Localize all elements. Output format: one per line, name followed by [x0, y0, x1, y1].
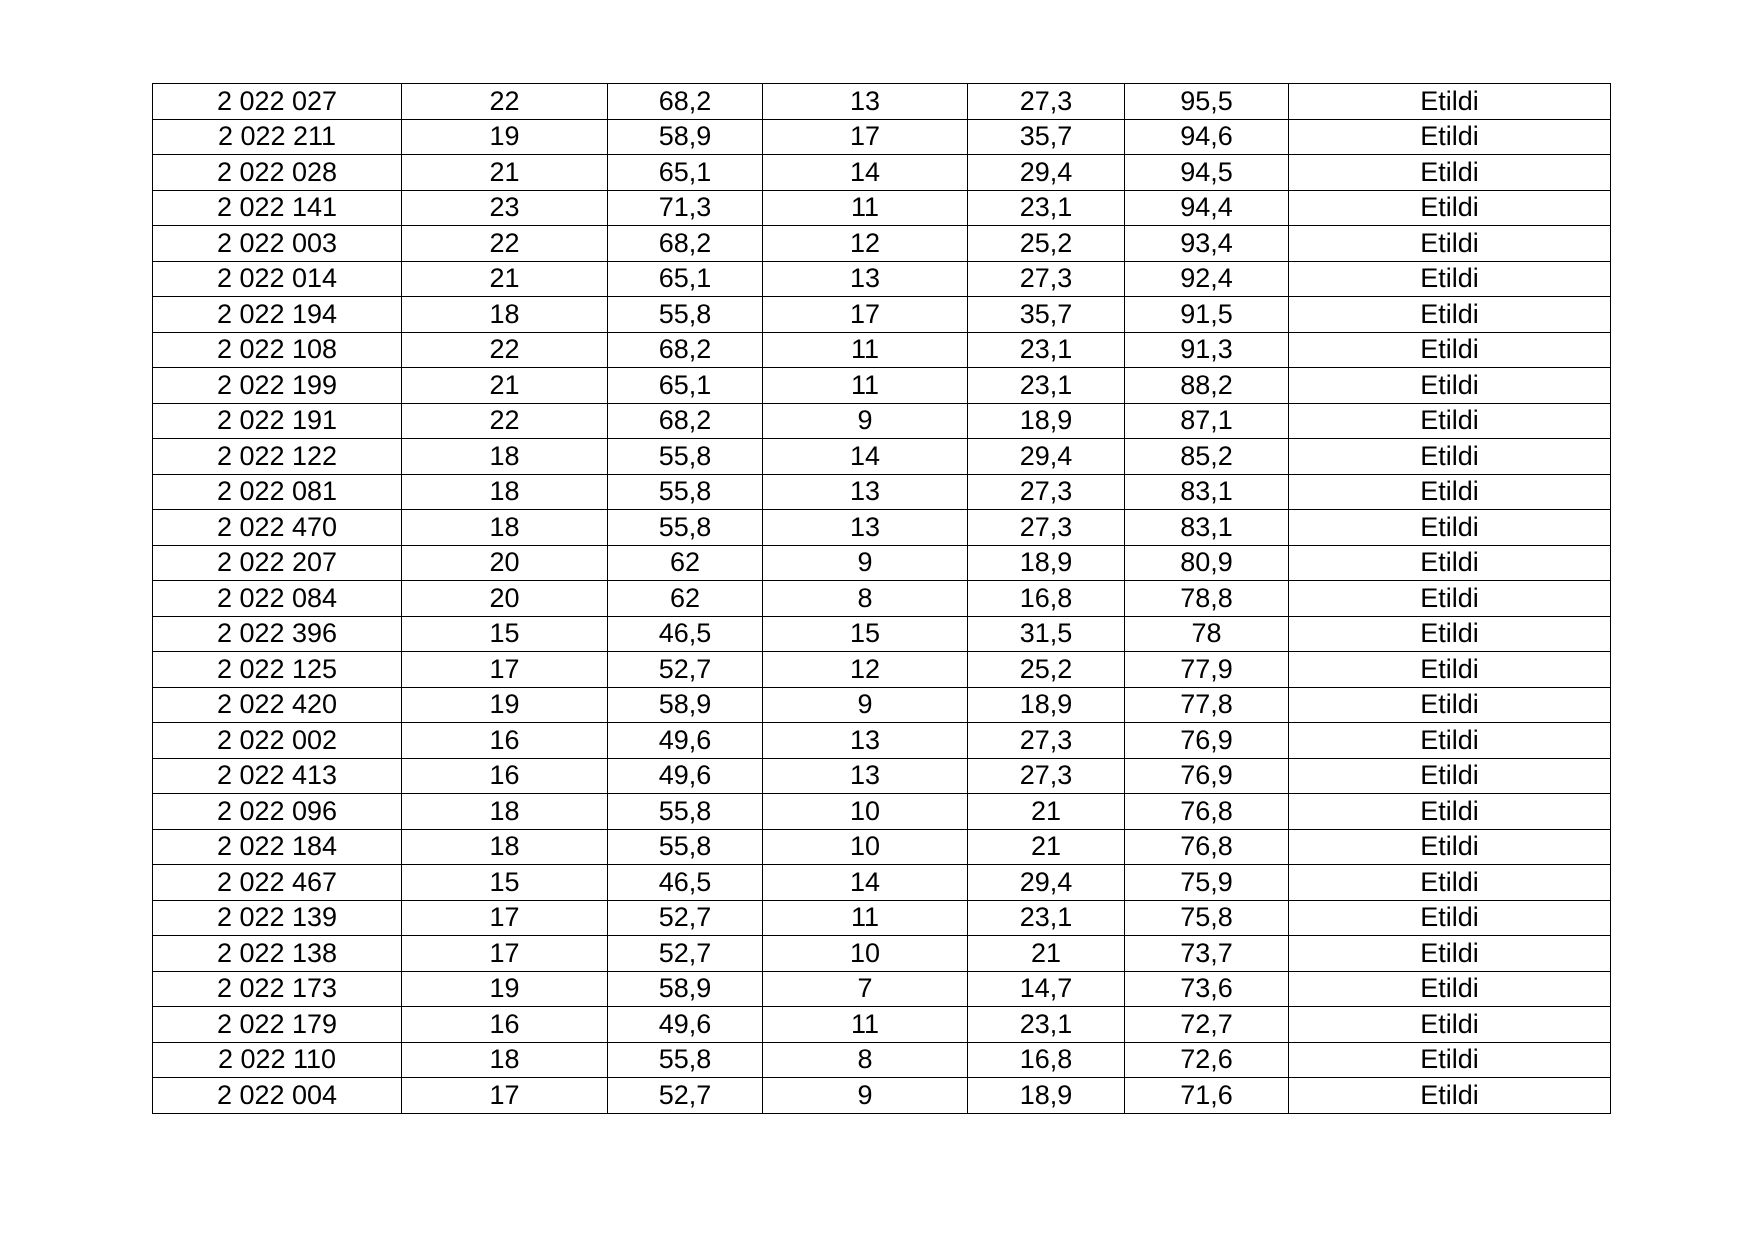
total-cell: 72,6 — [1125, 1042, 1289, 1078]
score-a-cell: 18 — [402, 474, 608, 510]
status-cell: Etildi — [1289, 616, 1611, 652]
percent-b-cell: 27,3 — [968, 723, 1125, 759]
score-a-cell: 16 — [402, 723, 608, 759]
percent-b-cell: 29,4 — [968, 155, 1125, 191]
status-cell: Etildi — [1289, 84, 1611, 120]
score-a-cell: 17 — [402, 652, 608, 688]
score-b-cell: 12 — [763, 652, 968, 688]
percent-a-cell: 49,6 — [608, 1007, 763, 1043]
id-cell: 2 022 207 — [153, 545, 402, 581]
table-row — [153, 403, 1611, 439]
status-cell: Etildi — [1289, 510, 1611, 546]
table-row — [153, 297, 1611, 333]
status-cell: Etildi — [1289, 687, 1611, 723]
status-cell: Etildi — [1289, 297, 1611, 333]
score-a-cell: 21 — [402, 368, 608, 404]
percent-b-cell: 16,8 — [968, 1042, 1125, 1078]
total-cell: 76,8 — [1125, 829, 1289, 865]
status-cell: Etildi — [1289, 226, 1611, 262]
total-cell: 83,1 — [1125, 510, 1289, 546]
total-cell: 76,8 — [1125, 794, 1289, 830]
percent-b-cell: 29,4 — [968, 439, 1125, 475]
percent-b-cell: 35,7 — [968, 119, 1125, 155]
id-cell: 2 022 003 — [153, 226, 402, 262]
id-cell: 2 022 467 — [153, 865, 402, 901]
percent-a-cell: 55,8 — [608, 510, 763, 546]
percent-b-cell: 29,4 — [968, 865, 1125, 901]
table-row — [153, 829, 1611, 865]
score-a-cell: 18 — [402, 1042, 608, 1078]
percent-a-cell: 68,2 — [608, 403, 763, 439]
status-cell: Etildi — [1289, 368, 1611, 404]
id-cell: 2 022 084 — [153, 581, 402, 617]
score-b-cell: 13 — [763, 261, 968, 297]
total-cell: 91,5 — [1125, 297, 1289, 333]
score-a-cell: 20 — [402, 581, 608, 617]
score-b-cell: 13 — [763, 723, 968, 759]
percent-a-cell: 55,8 — [608, 474, 763, 510]
id-cell: 2 022 194 — [153, 297, 402, 333]
table-row — [153, 936, 1611, 972]
score-b-cell: 10 — [763, 936, 968, 972]
id-cell: 2 022 125 — [153, 652, 402, 688]
percent-a-cell: 71,3 — [608, 190, 763, 226]
percent-a-cell: 62 — [608, 545, 763, 581]
score-b-cell: 7 — [763, 971, 968, 1007]
score-a-cell: 23 — [402, 190, 608, 226]
total-cell: 88,2 — [1125, 368, 1289, 404]
percent-b-cell: 31,5 — [968, 616, 1125, 652]
status-cell: Etildi — [1289, 652, 1611, 688]
score-b-cell: 11 — [763, 190, 968, 226]
score-a-cell: 21 — [402, 155, 608, 191]
score-a-cell: 18 — [402, 829, 608, 865]
score-a-cell: 20 — [402, 545, 608, 581]
table-row — [153, 581, 1611, 617]
status-cell: Etildi — [1289, 1078, 1611, 1114]
total-cell: 71,6 — [1125, 1078, 1289, 1114]
table-row — [153, 1078, 1611, 1114]
score-a-cell: 18 — [402, 510, 608, 546]
percent-a-cell: 52,7 — [608, 652, 763, 688]
percent-a-cell: 52,7 — [608, 936, 763, 972]
total-cell: 75,9 — [1125, 865, 1289, 901]
score-b-cell: 12 — [763, 226, 968, 262]
score-b-cell: 9 — [763, 403, 968, 439]
percent-a-cell: 58,9 — [608, 971, 763, 1007]
percent-b-cell: 18,9 — [968, 687, 1125, 723]
status-cell: Etildi — [1289, 1007, 1611, 1043]
percent-a-cell: 65,1 — [608, 261, 763, 297]
status-cell: Etildi — [1289, 155, 1611, 191]
total-cell: 75,8 — [1125, 900, 1289, 936]
table-row — [153, 226, 1611, 262]
id-cell: 2 022 138 — [153, 936, 402, 972]
id-cell: 2 022 028 — [153, 155, 402, 191]
table-row — [153, 368, 1611, 404]
id-cell: 2 022 139 — [153, 900, 402, 936]
score-a-cell: 22 — [402, 403, 608, 439]
percent-b-cell: 21 — [968, 794, 1125, 830]
score-a-cell: 17 — [402, 936, 608, 972]
score-b-cell: 10 — [763, 794, 968, 830]
percent-a-cell: 55,8 — [608, 439, 763, 475]
total-cell: 76,9 — [1125, 758, 1289, 794]
percent-a-cell: 62 — [608, 581, 763, 617]
score-b-cell: 9 — [763, 545, 968, 581]
status-cell: Etildi — [1289, 865, 1611, 901]
id-cell: 2 022 179 — [153, 1007, 402, 1043]
status-cell: Etildi — [1289, 1042, 1611, 1078]
table-row — [153, 545, 1611, 581]
percent-b-cell: 21 — [968, 829, 1125, 865]
percent-b-cell: 23,1 — [968, 1007, 1125, 1043]
percent-a-cell: 65,1 — [608, 368, 763, 404]
status-cell: Etildi — [1289, 332, 1611, 368]
percent-b-cell: 25,2 — [968, 652, 1125, 688]
score-b-cell: 11 — [763, 332, 968, 368]
score-b-cell: 14 — [763, 865, 968, 901]
percent-b-cell: 27,3 — [968, 758, 1125, 794]
score-b-cell: 11 — [763, 1007, 968, 1043]
table-row — [153, 510, 1611, 546]
score-b-cell: 8 — [763, 581, 968, 617]
score-a-cell: 19 — [402, 119, 608, 155]
id-cell: 2 022 173 — [153, 971, 402, 1007]
score-b-cell: 8 — [763, 1042, 968, 1078]
score-a-cell: 22 — [402, 332, 608, 368]
percent-b-cell: 18,9 — [968, 403, 1125, 439]
total-cell: 77,8 — [1125, 687, 1289, 723]
percent-b-cell: 18,9 — [968, 1078, 1125, 1114]
score-b-cell: 11 — [763, 900, 968, 936]
status-cell: Etildi — [1289, 936, 1611, 972]
score-b-cell: 15 — [763, 616, 968, 652]
status-cell: Etildi — [1289, 723, 1611, 759]
table-row — [153, 687, 1611, 723]
percent-a-cell: 49,6 — [608, 723, 763, 759]
total-cell: 77,9 — [1125, 652, 1289, 688]
score-a-cell: 15 — [402, 865, 608, 901]
score-a-cell: 16 — [402, 758, 608, 794]
percent-b-cell: 18,9 — [968, 545, 1125, 581]
percent-a-cell: 46,5 — [608, 865, 763, 901]
results-table-body — [153, 84, 1611, 1114]
id-cell: 2 022 014 — [153, 261, 402, 297]
score-b-cell: 10 — [763, 829, 968, 865]
id-cell: 2 022 211 — [153, 119, 402, 155]
score-b-cell: 13 — [763, 758, 968, 794]
percent-b-cell: 23,1 — [968, 332, 1125, 368]
percent-b-cell: 25,2 — [968, 226, 1125, 262]
status-cell: Etildi — [1289, 794, 1611, 830]
table-row — [153, 84, 1611, 120]
score-a-cell: 15 — [402, 616, 608, 652]
status-cell: Etildi — [1289, 758, 1611, 794]
table-row — [153, 758, 1611, 794]
table-row — [153, 794, 1611, 830]
table-row — [153, 616, 1611, 652]
total-cell: 73,6 — [1125, 971, 1289, 1007]
percent-a-cell: 52,7 — [608, 1078, 763, 1114]
table-row — [153, 261, 1611, 297]
score-b-cell: 9 — [763, 1078, 968, 1114]
score-a-cell: 21 — [402, 261, 608, 297]
table-row — [153, 865, 1611, 901]
percent-b-cell: 23,1 — [968, 368, 1125, 404]
percent-a-cell: 55,8 — [608, 829, 763, 865]
table-row — [153, 652, 1611, 688]
score-a-cell: 17 — [402, 1078, 608, 1114]
score-a-cell: 22 — [402, 84, 608, 120]
total-cell: 94,5 — [1125, 155, 1289, 191]
total-cell: 78,8 — [1125, 581, 1289, 617]
score-b-cell: 14 — [763, 155, 968, 191]
table-row — [153, 1042, 1611, 1078]
percent-a-cell: 46,5 — [608, 616, 763, 652]
status-cell: Etildi — [1289, 261, 1611, 297]
id-cell: 2 022 396 — [153, 616, 402, 652]
score-a-cell: 16 — [402, 1007, 608, 1043]
percent-b-cell: 27,3 — [968, 84, 1125, 120]
percent-b-cell: 21 — [968, 936, 1125, 972]
score-a-cell: 18 — [402, 439, 608, 475]
id-cell: 2 022 096 — [153, 794, 402, 830]
total-cell: 80,9 — [1125, 545, 1289, 581]
percent-a-cell: 68,2 — [608, 84, 763, 120]
total-cell: 91,3 — [1125, 332, 1289, 368]
total-cell: 73,7 — [1125, 936, 1289, 972]
total-cell: 87,1 — [1125, 403, 1289, 439]
total-cell: 85,2 — [1125, 439, 1289, 475]
score-b-cell: 13 — [763, 474, 968, 510]
total-cell: 94,4 — [1125, 190, 1289, 226]
table-row — [153, 119, 1611, 155]
score-b-cell: 9 — [763, 687, 968, 723]
status-cell: Etildi — [1289, 971, 1611, 1007]
id-cell: 2 022 004 — [153, 1078, 402, 1114]
id-cell: 2 022 199 — [153, 368, 402, 404]
status-cell: Etildi — [1289, 474, 1611, 510]
id-cell: 2 022 002 — [153, 723, 402, 759]
status-cell: Etildi — [1289, 581, 1611, 617]
percent-b-cell: 14,7 — [968, 971, 1125, 1007]
percent-a-cell: 65,1 — [608, 155, 763, 191]
percent-b-cell: 23,1 — [968, 190, 1125, 226]
score-b-cell: 13 — [763, 510, 968, 546]
percent-b-cell: 16,8 — [968, 581, 1125, 617]
total-cell: 72,7 — [1125, 1007, 1289, 1043]
score-b-cell: 11 — [763, 368, 968, 404]
total-cell: 92,4 — [1125, 261, 1289, 297]
id-cell: 2 022 110 — [153, 1042, 402, 1078]
table-row — [153, 971, 1611, 1007]
percent-b-cell: 27,3 — [968, 261, 1125, 297]
id-cell: 2 022 108 — [153, 332, 402, 368]
id-cell: 2 022 141 — [153, 190, 402, 226]
total-cell: 94,6 — [1125, 119, 1289, 155]
id-cell: 2 022 122 — [153, 439, 402, 475]
id-cell: 2 022 413 — [153, 758, 402, 794]
id-cell: 2 022 420 — [153, 687, 402, 723]
score-b-cell: 13 — [763, 84, 968, 120]
score-b-cell: 17 — [763, 297, 968, 333]
status-cell: Etildi — [1289, 829, 1611, 865]
table-row — [153, 439, 1611, 475]
status-cell: Etildi — [1289, 403, 1611, 439]
total-cell: 93,4 — [1125, 226, 1289, 262]
percent-a-cell: 55,8 — [608, 1042, 763, 1078]
percent-a-cell: 52,7 — [608, 900, 763, 936]
score-b-cell: 14 — [763, 439, 968, 475]
total-cell: 78 — [1125, 616, 1289, 652]
id-cell: 2 022 184 — [153, 829, 402, 865]
results-table — [152, 83, 1611, 1114]
table-row — [153, 155, 1611, 191]
status-cell: Etildi — [1289, 119, 1611, 155]
status-cell: Etildi — [1289, 900, 1611, 936]
score-b-cell: 17 — [763, 119, 968, 155]
score-a-cell: 18 — [402, 794, 608, 830]
table-row — [153, 332, 1611, 368]
table-row — [153, 723, 1611, 759]
total-cell: 76,9 — [1125, 723, 1289, 759]
status-cell: Etildi — [1289, 545, 1611, 581]
id-cell: 2 022 191 — [153, 403, 402, 439]
total-cell: 83,1 — [1125, 474, 1289, 510]
percent-a-cell: 58,9 — [608, 119, 763, 155]
id-cell: 2 022 470 — [153, 510, 402, 546]
percent-b-cell: 23,1 — [968, 900, 1125, 936]
score-a-cell: 19 — [402, 687, 608, 723]
status-cell: Etildi — [1289, 439, 1611, 475]
table-row — [153, 900, 1611, 936]
id-cell: 2 022 081 — [153, 474, 402, 510]
percent-b-cell: 35,7 — [968, 297, 1125, 333]
status-cell: Etildi — [1289, 190, 1611, 226]
score-a-cell: 19 — [402, 971, 608, 1007]
percent-a-cell: 49,6 — [608, 758, 763, 794]
score-a-cell: 22 — [402, 226, 608, 262]
score-a-cell: 18 — [402, 297, 608, 333]
total-cell: 95,5 — [1125, 84, 1289, 120]
percent-b-cell: 27,3 — [968, 474, 1125, 510]
percent-a-cell: 58,9 — [608, 687, 763, 723]
percent-a-cell: 68,2 — [608, 226, 763, 262]
percent-a-cell: 55,8 — [608, 297, 763, 333]
table-row — [153, 474, 1611, 510]
percent-a-cell: 55,8 — [608, 794, 763, 830]
percent-b-cell: 27,3 — [968, 510, 1125, 546]
score-a-cell: 17 — [402, 900, 608, 936]
table-row — [153, 1007, 1611, 1043]
percent-a-cell: 68,2 — [608, 332, 763, 368]
id-cell: 2 022 027 — [153, 84, 402, 120]
table-row — [153, 190, 1611, 226]
